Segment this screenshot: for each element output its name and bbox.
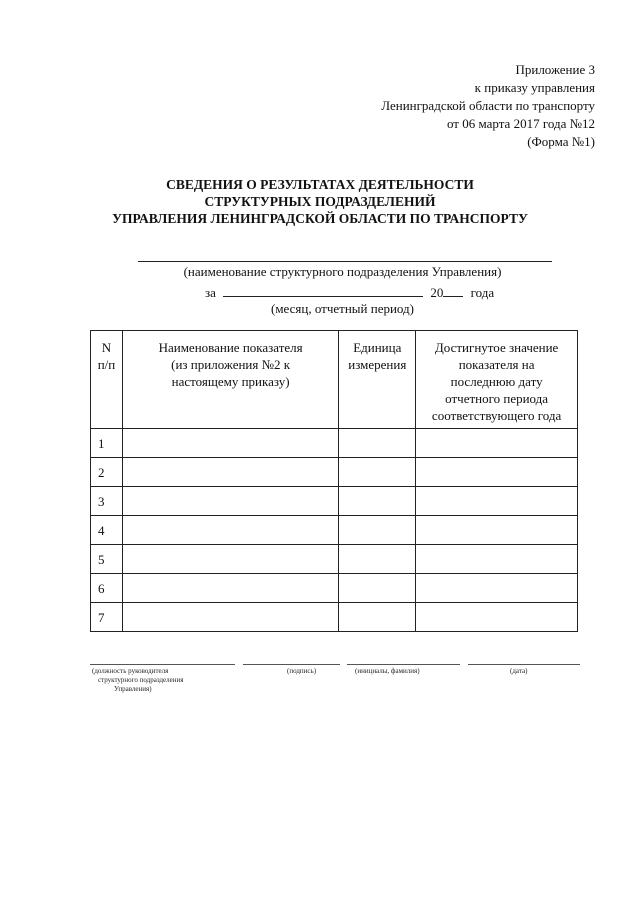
indicator-cell[interactable] xyxy=(122,429,338,458)
signature-date-caption: (дата) xyxy=(510,667,528,675)
period-prefix: за xyxy=(205,285,216,300)
title-line: УПРАВЛЕНИЯ ЛЕНИНГРАДСКОЙ ОБЛАСТИ ПО ТРАНСПОРТУ xyxy=(112,211,528,226)
table-row xyxy=(91,603,578,632)
value-cell[interactable] xyxy=(416,574,578,603)
value-cell[interactable] xyxy=(416,458,578,487)
table-row xyxy=(91,516,578,545)
row-number: 2 xyxy=(91,458,123,487)
period-year-blank xyxy=(443,284,463,297)
indicator-cell[interactable] xyxy=(122,458,338,487)
appendix-line: (Форма №1) xyxy=(527,134,595,149)
signature-position-caption: (должность руководителя структурного подразделения Управления) xyxy=(92,667,184,693)
period-year-prefix: 20 xyxy=(430,285,444,300)
document-title xyxy=(0,176,640,227)
period-row xyxy=(205,284,494,301)
indicator-cell[interactable] xyxy=(122,516,338,545)
unit-cell[interactable] xyxy=(339,516,416,545)
row-number: 6 xyxy=(91,574,123,603)
row-number: 5 xyxy=(91,545,123,574)
unit-cell[interactable] xyxy=(339,574,416,603)
unit-name-caption: (наименование структурного подразделения Управления) xyxy=(183,264,502,279)
period-caption: (месяц, отчетный период) xyxy=(270,301,414,316)
signature-name-line xyxy=(347,664,460,665)
unit-name-blank-line xyxy=(138,261,552,262)
signature-date-line xyxy=(468,664,580,665)
unit-cell[interactable] xyxy=(339,487,416,516)
signature-sign-caption: (подпись) xyxy=(287,667,317,675)
header-number: N п/п xyxy=(91,331,123,429)
report-table xyxy=(90,330,578,632)
appendix-block xyxy=(275,61,595,151)
signature-sign-line xyxy=(243,664,340,665)
table-row xyxy=(91,429,578,458)
appendix-line: к приказу управления xyxy=(474,80,595,95)
title-line: СВЕДЕНИЯ О РЕЗУЛЬТАТАХ ДЕЯТЕЛЬНОСТИ xyxy=(166,177,474,192)
table-row xyxy=(91,545,578,574)
header-unit: Единица измерения xyxy=(339,331,416,429)
unit-cell[interactable] xyxy=(339,545,416,574)
title-line: СТРУКТУРНЫХ ПОДРАЗДЕЛЕНИЙ xyxy=(204,194,436,209)
row-number: 1 xyxy=(91,429,123,458)
row-number: 4 xyxy=(91,516,123,545)
row-number: 3 xyxy=(91,487,123,516)
signature-position-line xyxy=(90,664,235,665)
indicator-cell[interactable] xyxy=(122,545,338,574)
value-cell[interactable] xyxy=(416,516,578,545)
period-month-blank xyxy=(223,284,423,297)
appendix-line: Приложение 3 xyxy=(515,62,595,77)
period-year-suffix: года xyxy=(470,285,495,300)
signature-name-caption: (инициалы, фамилия) xyxy=(355,667,420,675)
value-cell[interactable] xyxy=(416,545,578,574)
row-number: 7 xyxy=(91,603,123,632)
appendix-line: Ленинградской области по транспорту xyxy=(381,98,595,113)
value-cell[interactable] xyxy=(416,603,578,632)
unit-cell[interactable] xyxy=(339,458,416,487)
indicator-cell[interactable] xyxy=(122,487,338,516)
header-indicator-name: Наименование показателя (из приложения №2 к настоящему приказу) xyxy=(122,331,338,429)
appendix-line: от 06 марта 2017 года №12 xyxy=(446,116,595,131)
indicator-cell[interactable] xyxy=(122,574,338,603)
table-row xyxy=(91,458,578,487)
indicator-cell[interactable] xyxy=(122,603,338,632)
table-row xyxy=(91,487,578,516)
value-cell[interactable] xyxy=(416,487,578,516)
table-row xyxy=(91,574,578,603)
header-achieved-value: Достигнутое значение показателя на последнюю дату отчетного периода соответствующего года xyxy=(416,331,578,429)
unit-cell[interactable] xyxy=(339,603,416,632)
unit-cell[interactable] xyxy=(339,429,416,458)
value-cell[interactable] xyxy=(416,429,578,458)
